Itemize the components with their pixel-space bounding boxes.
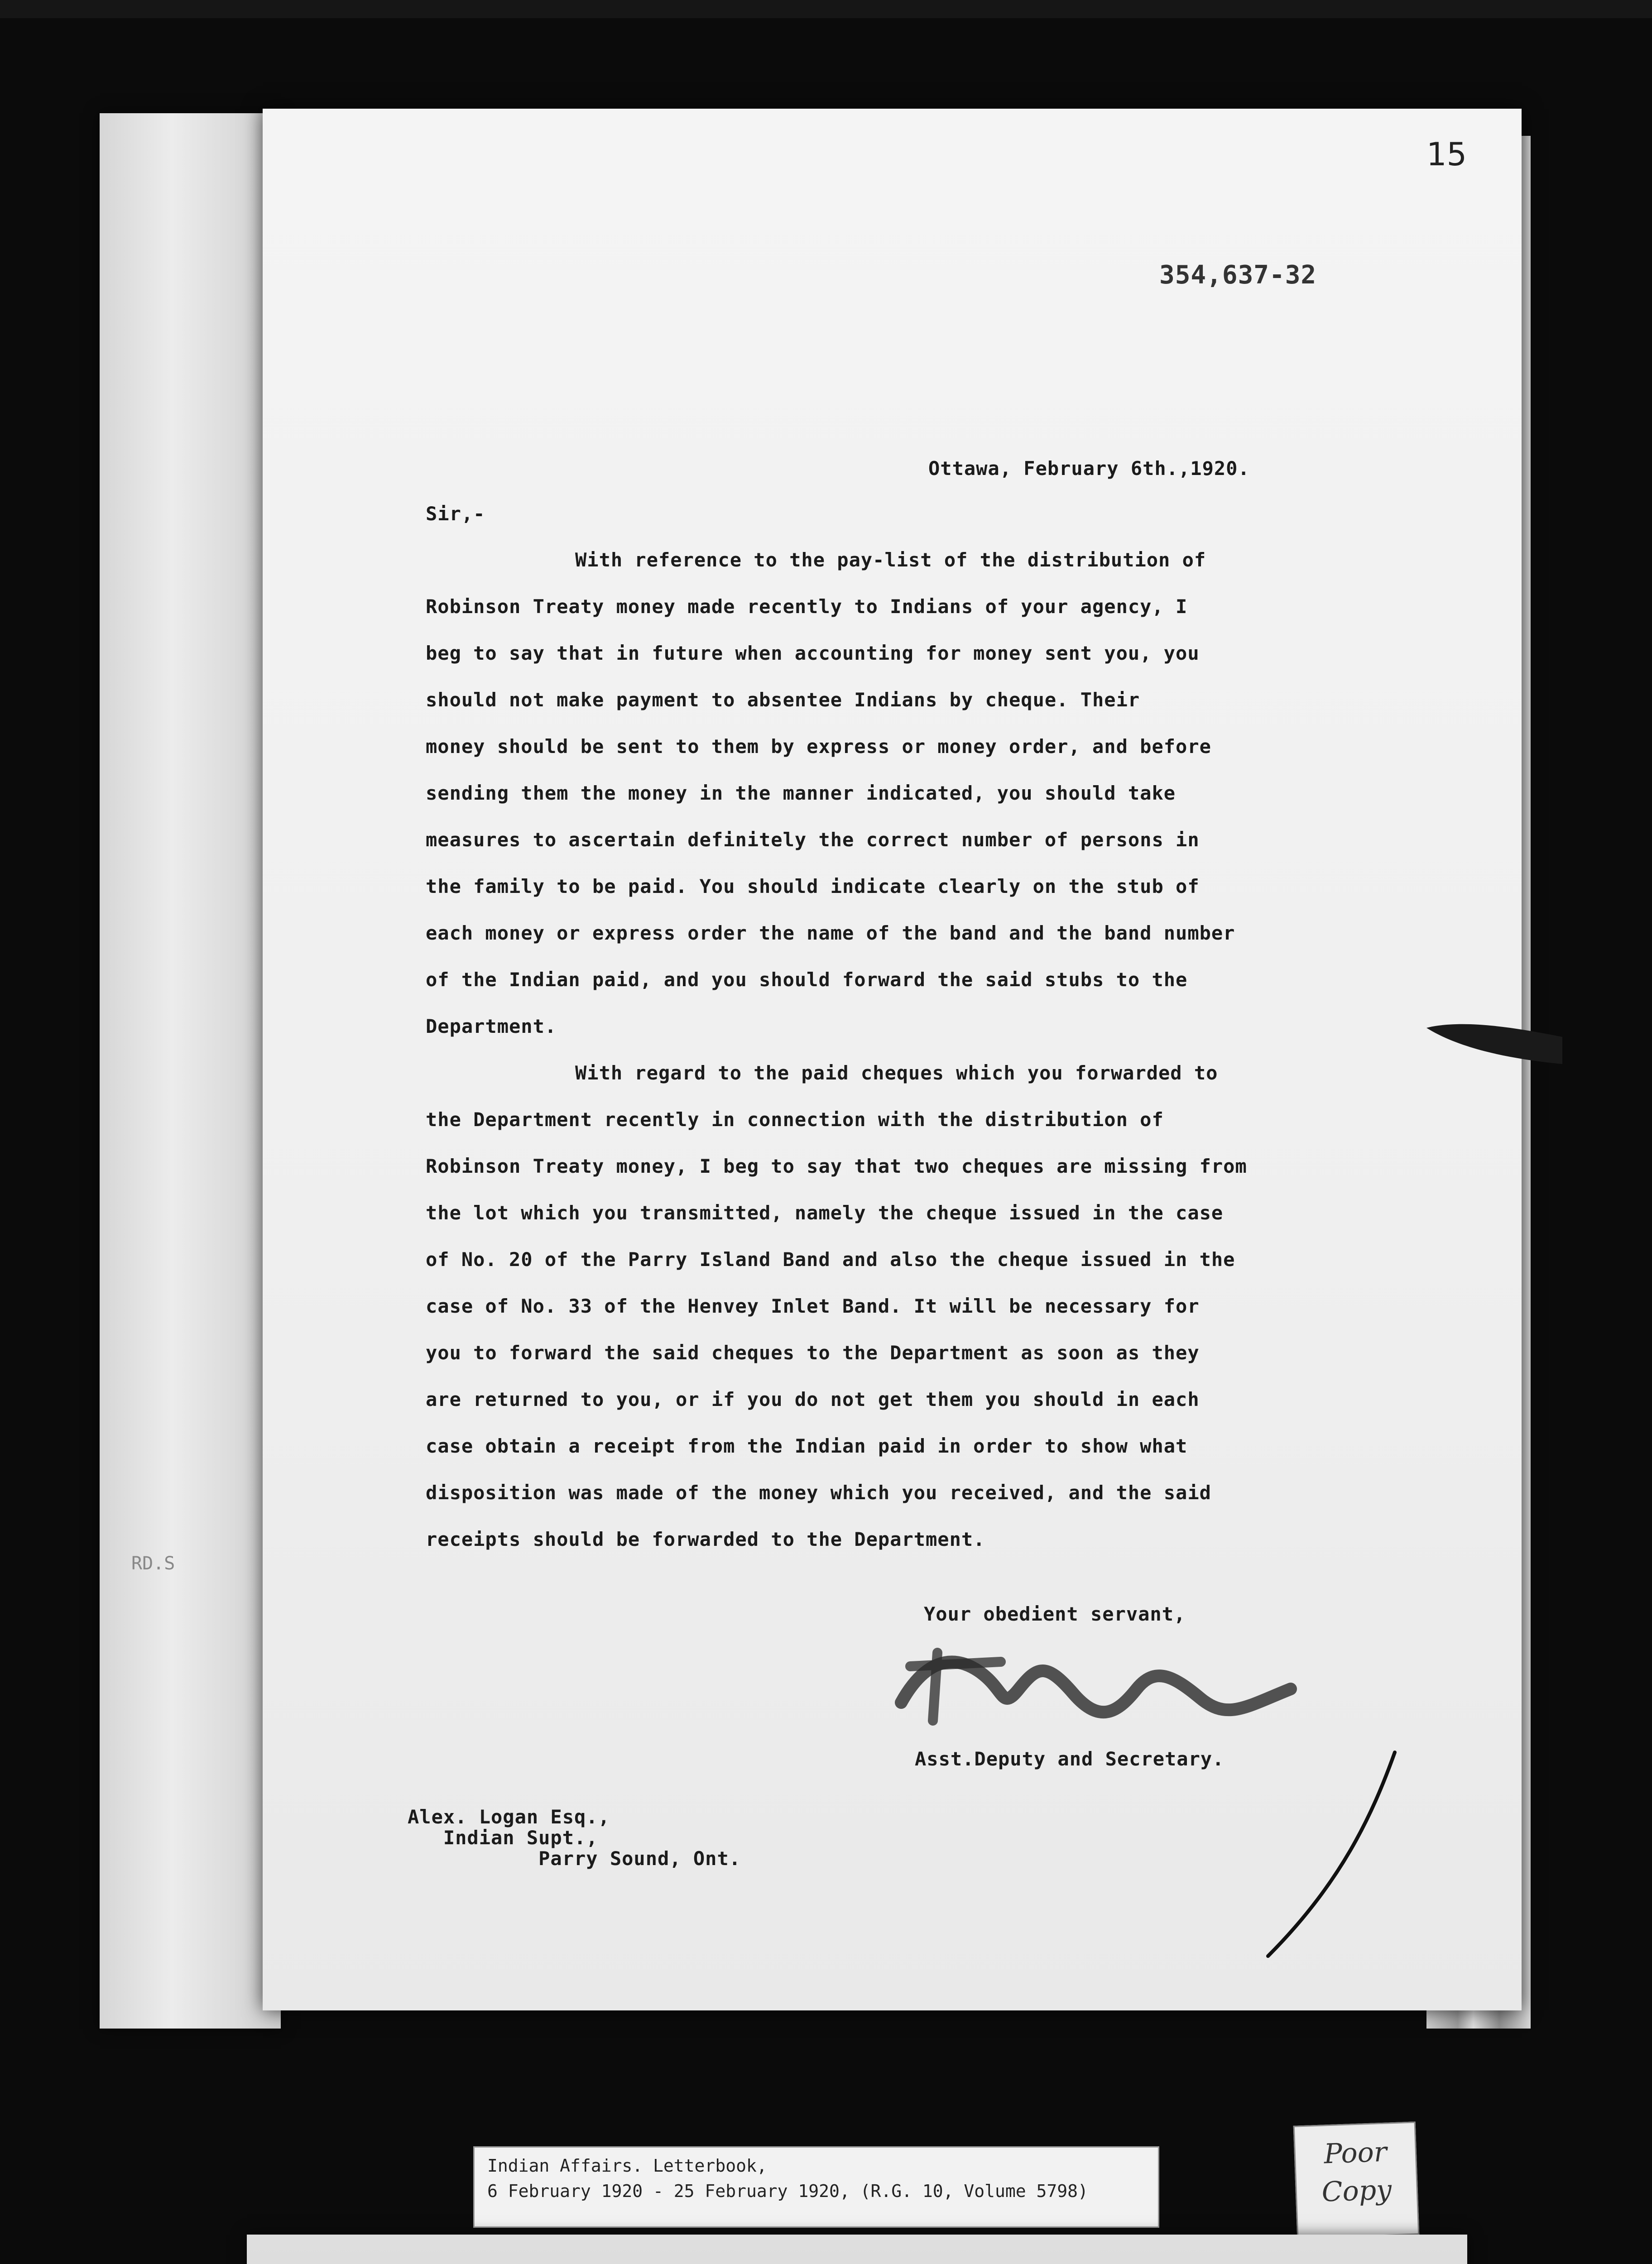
salutation: Sir,-: [426, 503, 485, 525]
pen-stroke: [1259, 1748, 1422, 1965]
body-line: should not make payment to absentee Indians by cheque. Their: [426, 689, 1140, 711]
letter-body: [426, 537, 1404, 1563]
body-line: receipts should be forwarded to the Department.: [426, 1528, 985, 1550]
body-line: case of No. 33 of the Henvey Inlet Band. It will be necessary for: [426, 1295, 1200, 1317]
pointer-tip: [1426, 1010, 1562, 1069]
closing: Your obedient servant,: [924, 1603, 1186, 1625]
body-line: the Department recently in connection with the distribution of: [426, 1108, 1164, 1131]
address-line: Alex. Logan Esq.,: [408, 1806, 610, 1828]
signer-title: Asst.Deputy and Secretary.: [915, 1748, 1225, 1770]
body-line: disposition was made of the money which you received, and the said: [426, 1482, 1211, 1504]
body-line: Robinson Treaty money made recently to Indians of your agency, I: [426, 595, 1188, 618]
handwritten-note: [1293, 2121, 1420, 2239]
page-number: 15: [1426, 136, 1467, 173]
catalog-line-1: Indian Affairs. Letterbook,: [487, 2156, 767, 2176]
catalog-label: [473, 2146, 1159, 2228]
body-line: case obtain a receipt from the Indian paid in order to show what: [426, 1435, 1188, 1457]
body-line: Department.: [426, 1015, 557, 1037]
body-line: beg to say that in future when accounting for money sent you, you: [426, 642, 1200, 664]
body-line: With regard to the paid cheques which you forwarded to: [575, 1062, 1218, 1084]
paragraph-2: [426, 1050, 1404, 1563]
body-line: Robinson Treaty money, I beg to say that two cheques are missing from: [426, 1155, 1247, 1177]
body-line: you to forward the said cheques to the Department as soon as they: [426, 1342, 1200, 1364]
address-line: Indian Supt.,: [408, 1827, 598, 1849]
body-line: sending them the money in the manner indicated, you should take: [426, 782, 1176, 804]
back-sheet: [100, 113, 281, 2029]
sheet-mark: RD.S: [131, 1553, 175, 1574]
body-line: measures to ascertain definitely the correct number of persons in: [426, 829, 1200, 851]
note-line-2: Copy: [1321, 2174, 1393, 2208]
film-border: [0, 0, 1652, 18]
body-line: of No. 20 of the Parry Island Band and also the cheque issued in the: [426, 1248, 1235, 1271]
catalog-line-2: 6 February 1920 - 25 February 1920, (R.G. 10, Volume 5798): [487, 2181, 1088, 2201]
body-line: money should be sent to them by express or money order, and before: [426, 735, 1211, 758]
date-line: Ottawa, February 6th.,1920.: [928, 457, 1250, 480]
address-block: [408, 1807, 741, 1869]
body-line: are returned to you, or if you do not get them you should in each: [426, 1388, 1200, 1410]
file-number: 354,637-32: [1159, 260, 1317, 290]
body-line: the lot which you transmitted, namely the cheque issued in the case: [426, 1202, 1224, 1224]
address-line: Parry Sound, Ont.: [408, 1847, 741, 1870]
signature: [883, 1635, 1313, 1734]
body-line: With reference to the pay-list of the distribution of: [575, 549, 1206, 571]
body-line: of the Indian paid, and you should forward the said stubs to the: [426, 969, 1188, 991]
note-line-1: Poor: [1323, 2136, 1388, 2170]
archives-card: [247, 2235, 1467, 2264]
body-line: the family to be paid. You should indicate clearly on the stub of: [426, 875, 1200, 897]
body-line: each money or express order the name of the band and the band number: [426, 922, 1235, 944]
paragraph-1: [426, 537, 1404, 1050]
